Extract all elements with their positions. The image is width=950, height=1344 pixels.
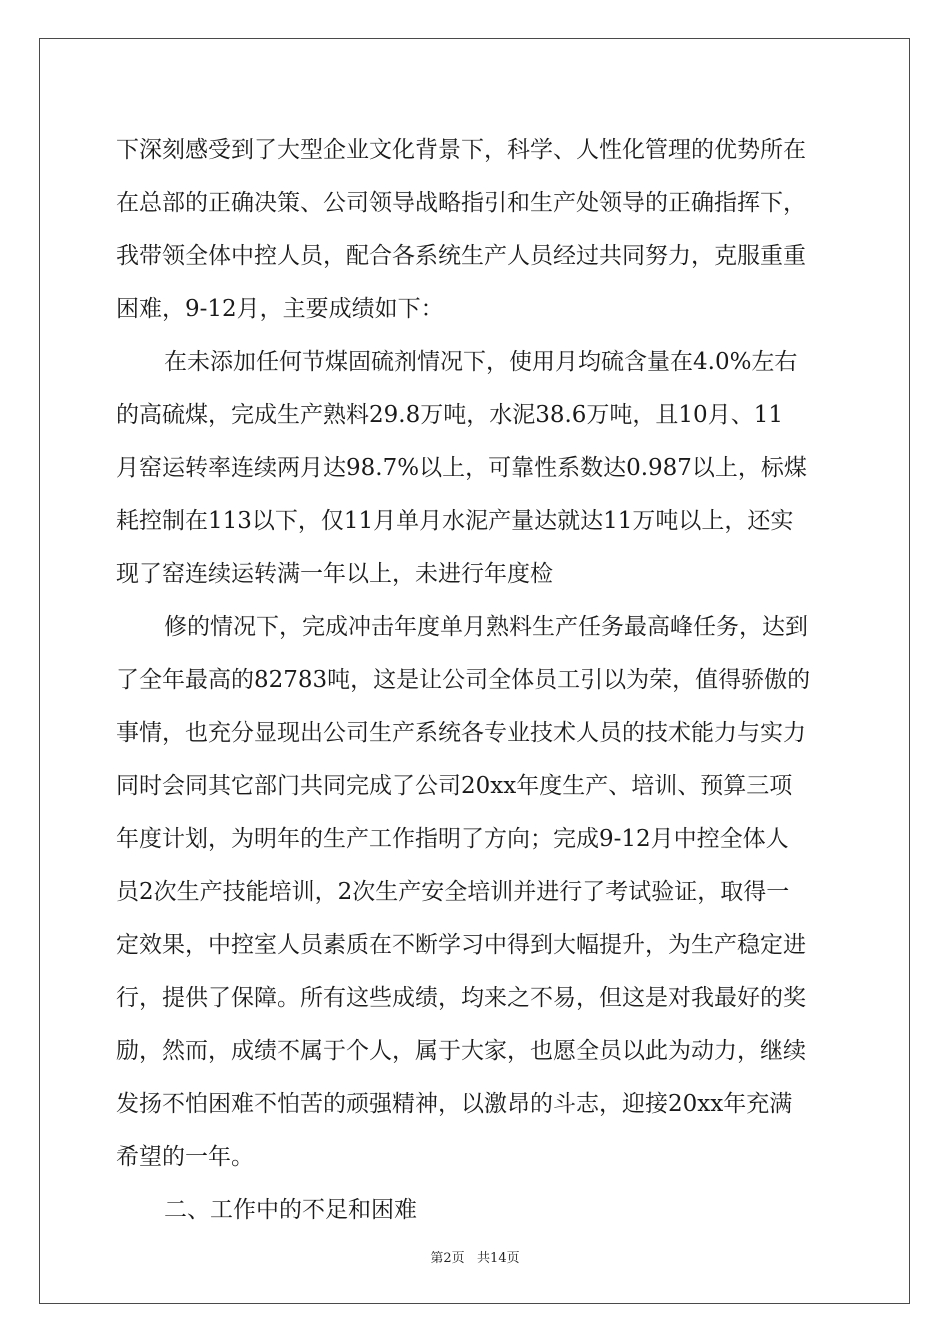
text-line: 耗控制在113以下，仅11月单月水泥产量达就达11万吨以上，还实 (116, 508, 794, 534)
text-line: 励，然而，成绩不属于个人，属于大家，也愿全员以此为动力，继续 (116, 1038, 806, 1064)
text-line: 月窑运转率连续两月达98.7%以上，可靠性系数达0.987以上，标煤 (116, 455, 807, 481)
text-line: 事情，也充分显现出公司生产系统各专业技术人员的技术能力与实力 (116, 720, 806, 746)
text-line: 行，提供了保障。所有这些成绩，均来之不易，但这是对我最好的奖 (116, 985, 806, 1011)
text-line: 我带领全体中控人员，配合各系统生产人员经过共同努力，克服重重 (116, 243, 806, 269)
text-line: 希望的一年。 (116, 1144, 254, 1170)
text-line: 同时会同其它部门共同完成了公司20xx年度生产、培训、预算三项 (116, 773, 793, 799)
text-line: 发扬不怕困难不怕苦的顽强精神，以激昂的斗志，迎接20xx年充满 (116, 1091, 793, 1117)
text-line: 定效果，中控室人员素质在不断学习中得到大幅提升，为生产稳定进 (116, 932, 806, 958)
paragraph-first-line: 修的情况下，完成冲击年度单月熟料生产任务最高峰任务，达到 (164, 614, 808, 640)
text-line: 困难，9-12月，主要成绩如下： (116, 296, 444, 322)
text-line: 年度计划，为明年的生产工作指明了方向；完成9-12月中控全体人 (116, 826, 789, 852)
text-line: 了全年最高的82783吨，这是让公司全体员工引以为荣，值得骄傲的 (116, 667, 811, 693)
paragraph-first-line: 在未添加任何节煤固硫剂情况下，使用月均硫含量在4.0%左右 (164, 349, 798, 375)
page-number-footer: 第2页 共14页 (430, 1251, 520, 1266)
text-line: 下深刻感受到了大型企业文化背景下，科学、人性化管理的优势所在 (116, 137, 806, 163)
text-line: 员2次生产技能培训，2次生产安全培训并进行了考试验证，取得一 (116, 879, 790, 905)
section-heading: 二、工作中的不足和困难 (164, 1197, 417, 1223)
text-line: 的高硫煤，完成生产熟料29.8万吨，水泥38.6万吨，且10月、11 (116, 402, 783, 428)
text-line: 在总部的正确决策、公司领导战略指引和生产处领导的正确指挥下， (116, 190, 806, 216)
text-line: 现了窑连续运转满一年以上，未进行年度检 (116, 561, 553, 587)
